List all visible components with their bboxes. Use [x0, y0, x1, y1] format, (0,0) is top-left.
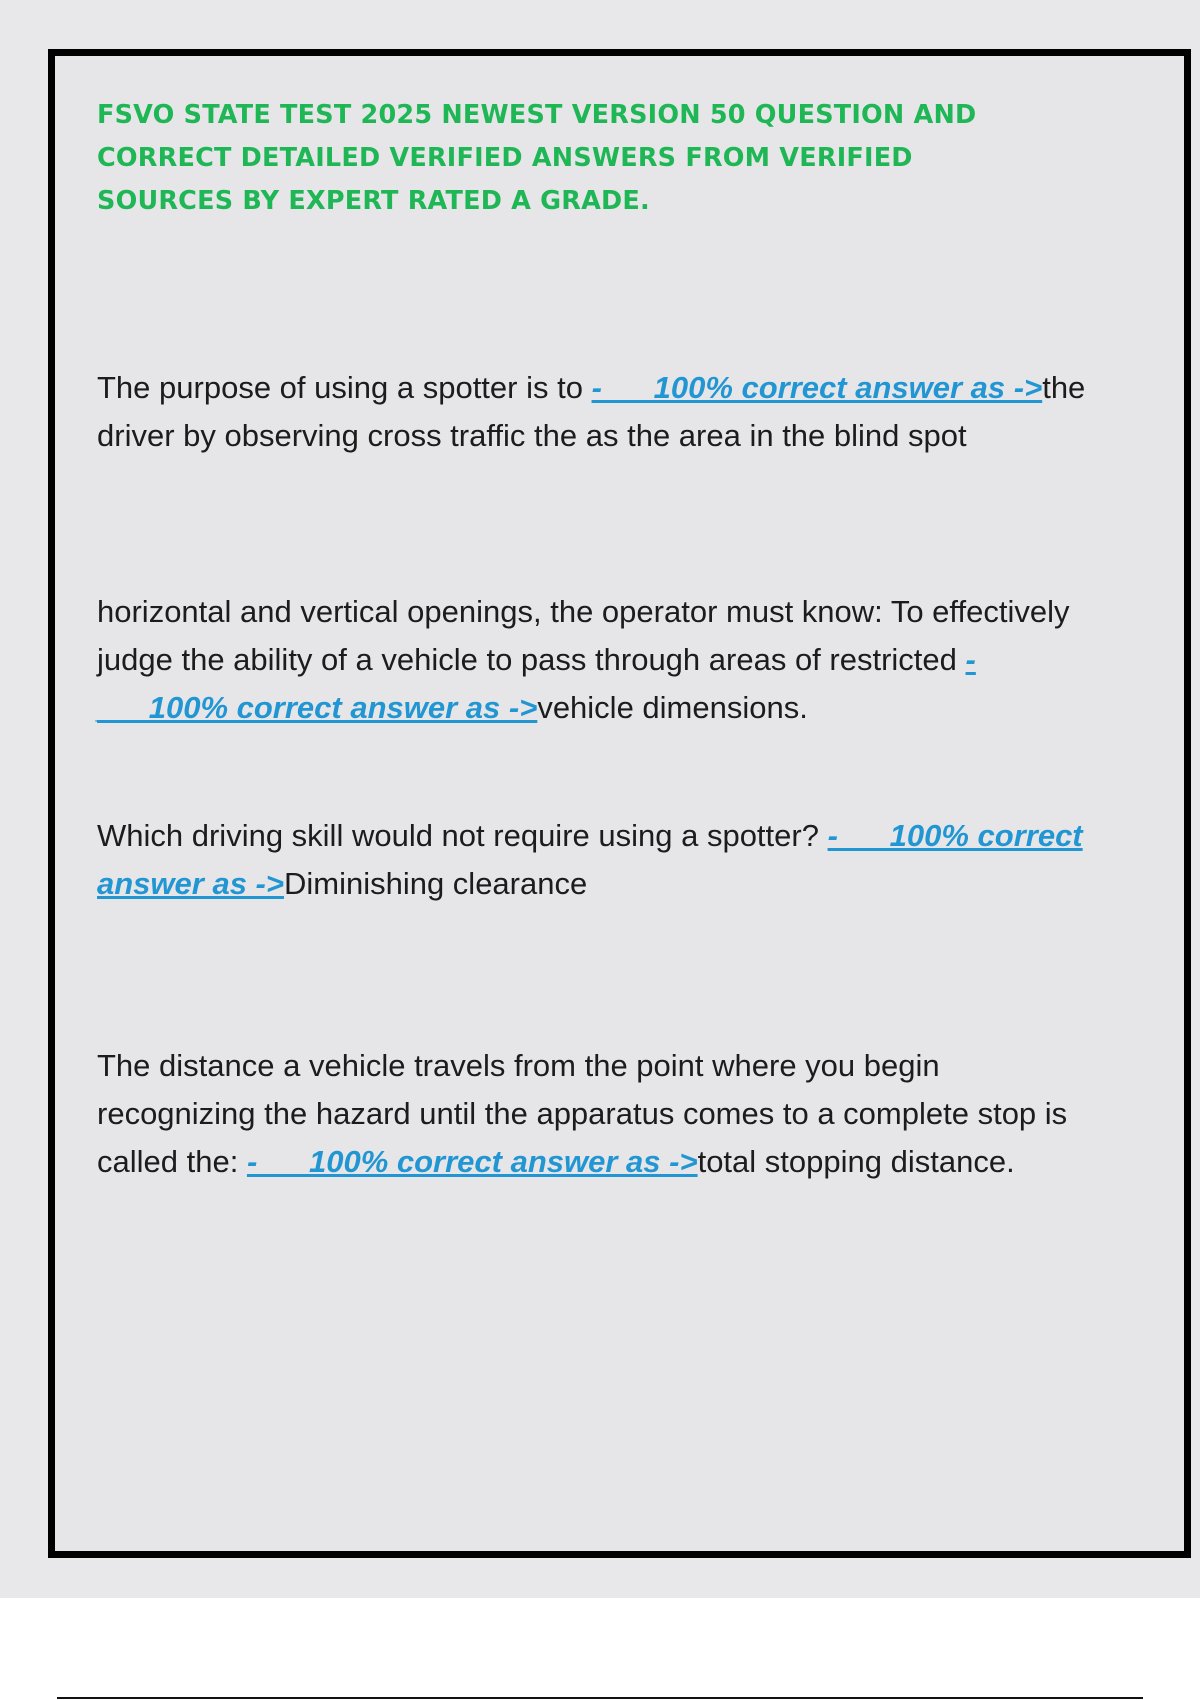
answer-text: Diminishing clearance	[283, 866, 588, 901]
qa-item-stopping-distance	[97, 1042, 1097, 1186]
question-text: The purpose of using a spotter is to	[97, 370, 592, 405]
answer-marker-link[interactable]: -___100% correct answer as ->	[246, 1144, 698, 1179]
answer-marker-link[interactable]: -___100% correct answer as ->	[591, 370, 1043, 405]
document-frame	[48, 49, 1191, 1558]
answer-text: total stopping distance.	[697, 1144, 1015, 1179]
bottom-divider	[57, 1697, 1143, 1699]
answer-text: the driver by observing cross traffic the as the area in the blind spot	[97, 370, 1086, 453]
qa-item-driving-skill	[97, 812, 1097, 908]
question-text: The distance a vehicle travels from the point where you begin recognizing the hazard until the apparatus comes to a complete stop is called the:	[97, 1048, 1068, 1179]
answer-marker-link[interactable]: -___100% correct answer as ->	[97, 642, 976, 725]
qa-item-vehicle-dimensions	[97, 588, 1097, 732]
question-text: horizontal and vertical openings, the operator must know: To effectively judge the ability of a vehicle to pass through areas of restricted	[97, 594, 1070, 677]
qa-item-spotter-purpose	[97, 364, 1097, 460]
document-title: FSVO STATE TEST 2025 NEWEST VERSION 50 QUESTION AND CORRECT DETAILED VERIFIED ANSWERS FROM VERIFIED SOURCES BY EXPERT RATED A GRADE.	[97, 100, 977, 216]
question-text: Which driving skill would not require using a spotter?	[97, 818, 828, 853]
answer-text: vehicle dimensions.	[537, 690, 808, 725]
answer-marker-link[interactable]: -___100% correct answer as ->	[97, 818, 1083, 901]
